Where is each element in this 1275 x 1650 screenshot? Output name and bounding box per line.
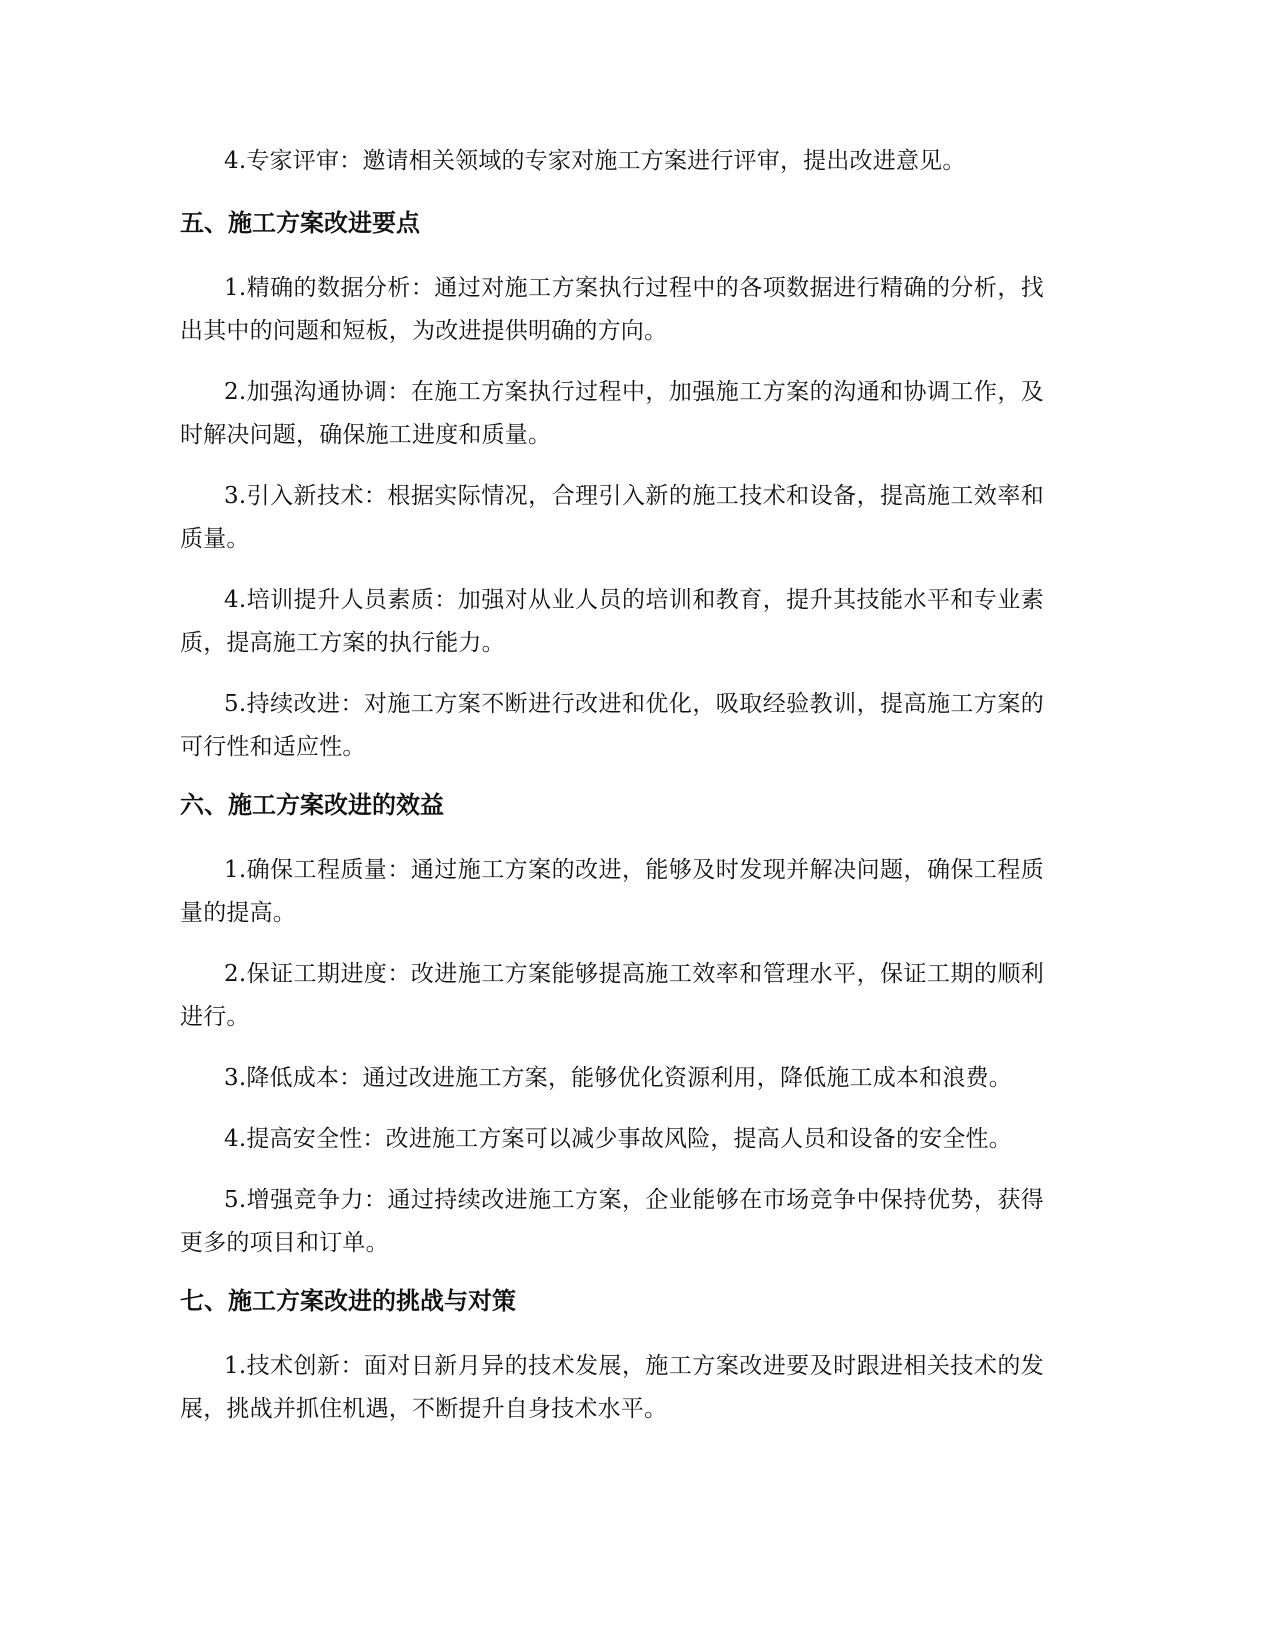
- paragraph: 1.技术创新：面对日新月异的技术发展，施工方案改进要及时跟进相关技术的发展，挑战并抓住机遇，不断提升自身技术水平。: [180, 1353, 1044, 1422]
- section-heading-6: 六、施工方案改进的效益: [180, 791, 444, 819]
- paragraph: 2.保证工期进度：改进施工方案能够提高施工效率和管理水平，保证工期的顺利进行。: [180, 961, 1044, 1030]
- paragraph: 5.增强竞争力：通过持续改进施工方案，企业能够在市场竞争中保持优势，获得更多的项目和订单。: [180, 1187, 1044, 1256]
- section-heading-7: 七、施工方案改进的挑战与对策: [180, 1287, 516, 1315]
- document-page: [180, 140, 1044, 1449]
- paragraph: 4.提高安全性：改进施工方案可以减少事故风险，提高人员和设备的安全性。: [224, 1126, 1012, 1152]
- paragraph: 4.培训提升人员素质：加强对从业人员的培训和教育，提升其技能水平和专业素质，提高施工方案的执行能力。: [180, 587, 1044, 656]
- paragraph: 1.确保工程质量：通过施工方案的改进，能够及时发现并解决问题，确保工程质量的提高。: [180, 857, 1044, 926]
- paragraph: 2.加强沟通协调：在施工方案执行过程中，加强施工方案的沟通和协调工作，及时解决问题，确保施工进度和质量。: [180, 379, 1044, 448]
- paragraph: 3.降低成本：通过改进施工方案，能够优化资源利用，降低施工成本和浪费。: [224, 1065, 1012, 1091]
- paragraph: 5.持续改进：对施工方案不断进行改进和优化，吸取经验教训，提高施工方案的可行性和适应性。: [180, 691, 1044, 760]
- intro-paragraph: 4.专家评审：邀请相关领域的专家对施工方案进行评审，提出改进意见。: [224, 148, 966, 174]
- paragraph: 1.精确的数据分析：通过对施工方案执行过程中的各项数据进行精确的分析，找出其中的问题和短板，为改进提供明确的方向。: [180, 275, 1044, 344]
- section-heading-5: 五、施工方案改进要点: [180, 209, 420, 237]
- paragraph: 3.引入新技术：根据实际情况，合理引入新的施工技术和设备，提高施工效率和质量。: [180, 483, 1044, 552]
